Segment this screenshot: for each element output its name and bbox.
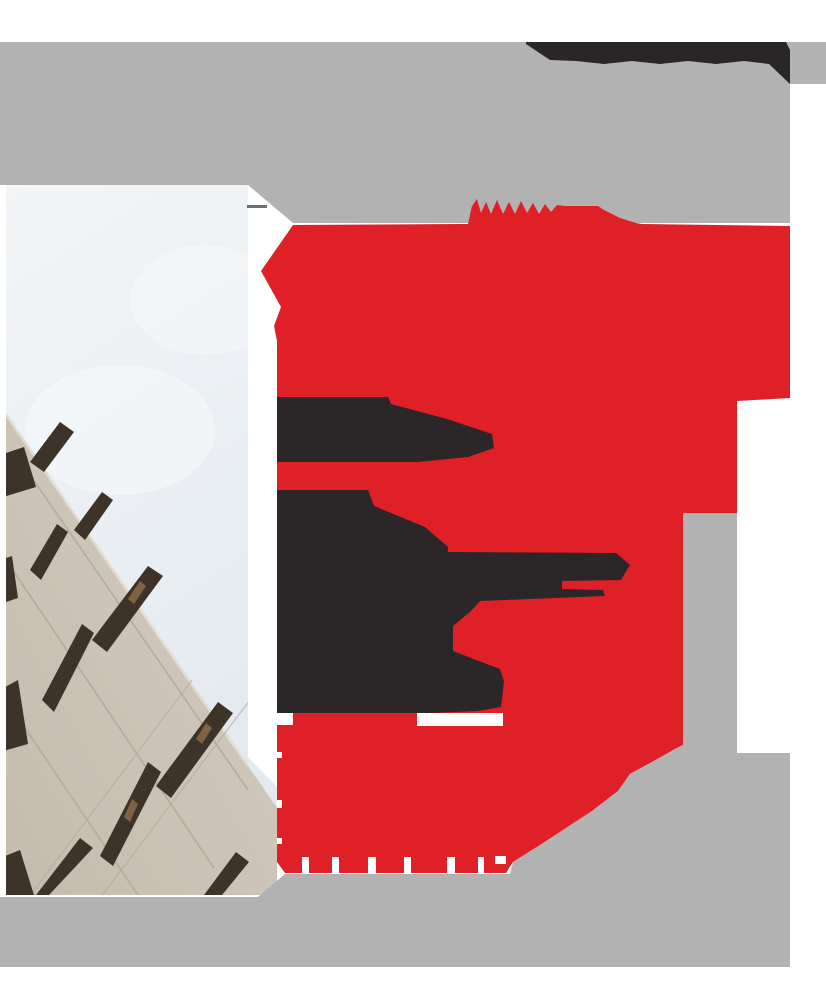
dash-gap <box>447 857 455 873</box>
dash-gap <box>302 857 309 873</box>
text-line-gap <box>277 800 282 808</box>
dash-gap <box>495 856 506 864</box>
dash-gap <box>332 857 339 873</box>
text-line-gap <box>277 713 293 725</box>
cloud-patch <box>25 365 215 495</box>
corner-dash-rule <box>247 205 267 208</box>
text-line-gap <box>277 838 282 844</box>
dash-gap <box>404 857 411 873</box>
text-line-gap <box>277 752 282 758</box>
text-line-gap <box>417 713 503 726</box>
dash-gap <box>478 857 484 873</box>
dash-gap <box>368 857 376 873</box>
